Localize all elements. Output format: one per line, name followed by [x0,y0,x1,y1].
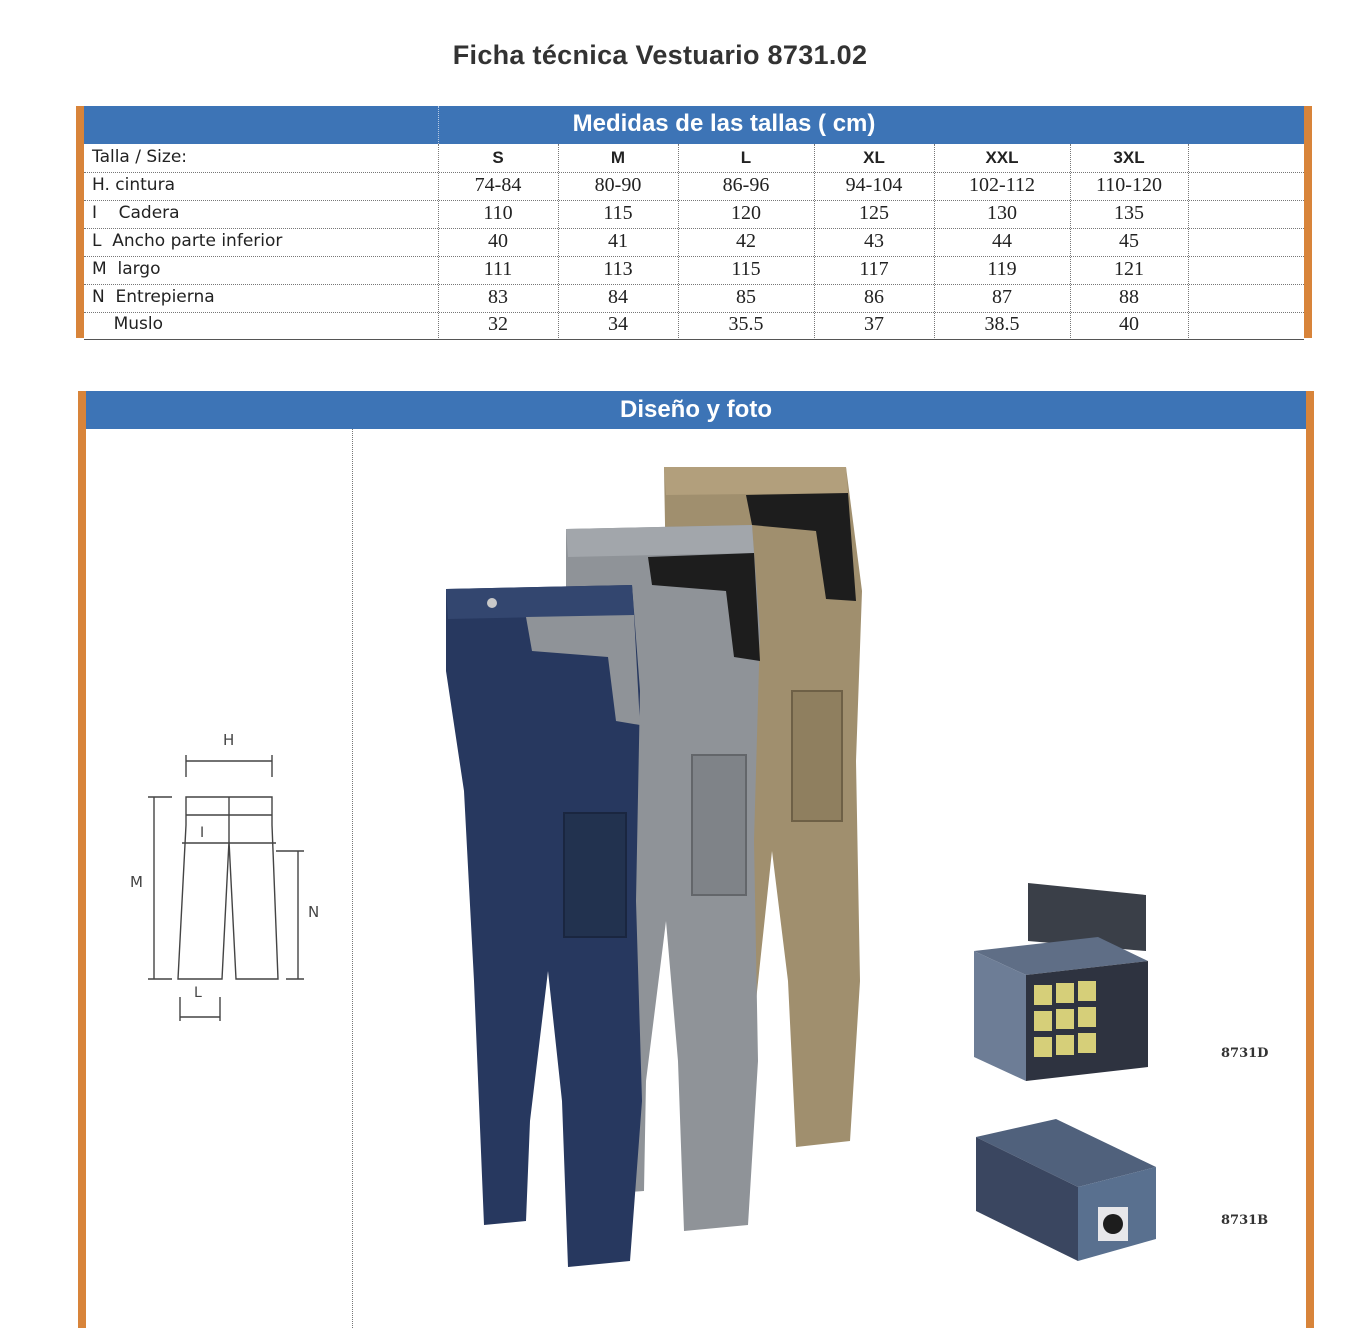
table-cell: 35.5 [728,313,764,335]
table-row [84,228,1304,257]
table-cell: 44 [992,230,1012,252]
code-8731d: 8731D [1221,1046,1269,1061]
table-cell: 84 [608,286,628,308]
table-cell: 41 [608,230,628,252]
table-row [84,256,1304,285]
table-cell: 110 [483,202,513,224]
design-header [86,391,1306,429]
row-label: I Cadera [92,203,180,223]
table-cell: 115 [731,258,761,280]
diagram-label-h: H [223,731,235,749]
table-row [84,311,1304,340]
size-header: S [492,148,504,167]
row-label: H. cintura [92,175,175,195]
table-cell: 135 [1114,202,1144,224]
navy-pants [446,585,642,1267]
pants-measurement-diagram [126,721,326,1021]
row-label: M largo [92,259,161,279]
code-8731b: 8731B [1221,1213,1269,1228]
table-cell: 74-84 [474,174,522,196]
row-label: L Ancho parte inferior [92,231,283,251]
table-cell: 102-112 [969,174,1035,196]
table-cell: 43 [864,230,884,252]
pants-photo [416,461,936,1271]
table-cell: 115 [603,202,633,224]
row-label: Muslo [92,314,164,334]
table-cell: 80-90 [594,174,642,196]
row-label: N Entrepierna [92,287,215,307]
table-cell: 121 [1114,258,1144,280]
table-row [84,284,1304,313]
design-section [78,391,1314,1328]
table-cell: 32 [488,313,508,335]
table-cell: 94-104 [845,174,903,196]
table-cell: 37 [864,313,884,335]
table-row [84,172,1304,201]
table-cell: 130 [987,202,1017,224]
page-title: Ficha técnica Vestuario 8731.02 [452,40,868,70]
diagram-label-n: N [308,903,320,921]
display-box-8731d [966,881,1166,1081]
box-8731b [966,1111,1166,1271]
table-cell: 87 [992,286,1012,308]
table-cell: 117 [859,258,889,280]
table-cell: 119 [987,258,1017,280]
table-cell: 83 [488,286,508,308]
table-cell: 34 [608,313,628,335]
table-cell: 45 [1119,230,1139,252]
size-table [76,106,1312,338]
table-row [84,200,1304,229]
table-cell: 40 [1119,313,1139,335]
size-header: M [610,148,626,167]
table-cell: 42 [736,230,756,252]
size-label: Talla / Size: [92,147,188,167]
size-table-header [84,106,1304,144]
size-header: L [740,148,752,167]
table-cell: 86 [864,286,884,308]
table-cell: 120 [731,202,761,224]
diagram-label-m: M [130,873,143,891]
table-cell: 88 [1119,286,1139,308]
size-header: 3XL [1113,148,1145,167]
table-cell: 85 [736,286,756,308]
table-cell: 40 [488,230,508,252]
table-cell: 113 [603,258,633,280]
table-cell: 125 [859,202,889,224]
table-cell: 86-96 [722,174,770,196]
table-cell: 110-120 [1096,174,1162,196]
size-header: XXL [985,148,1019,167]
diagram-label-i: I [200,825,205,841]
table-row-sizes [84,144,1304,173]
table-cell: 111 [483,258,513,280]
size-header: XL [863,148,885,167]
diagram-label-l: L [194,985,202,1001]
size-table-heading: Medidas de las tallas ( cm) [572,110,876,137]
design-heading: Diseño y foto [619,396,772,423]
table-cell: 38.5 [984,313,1020,335]
